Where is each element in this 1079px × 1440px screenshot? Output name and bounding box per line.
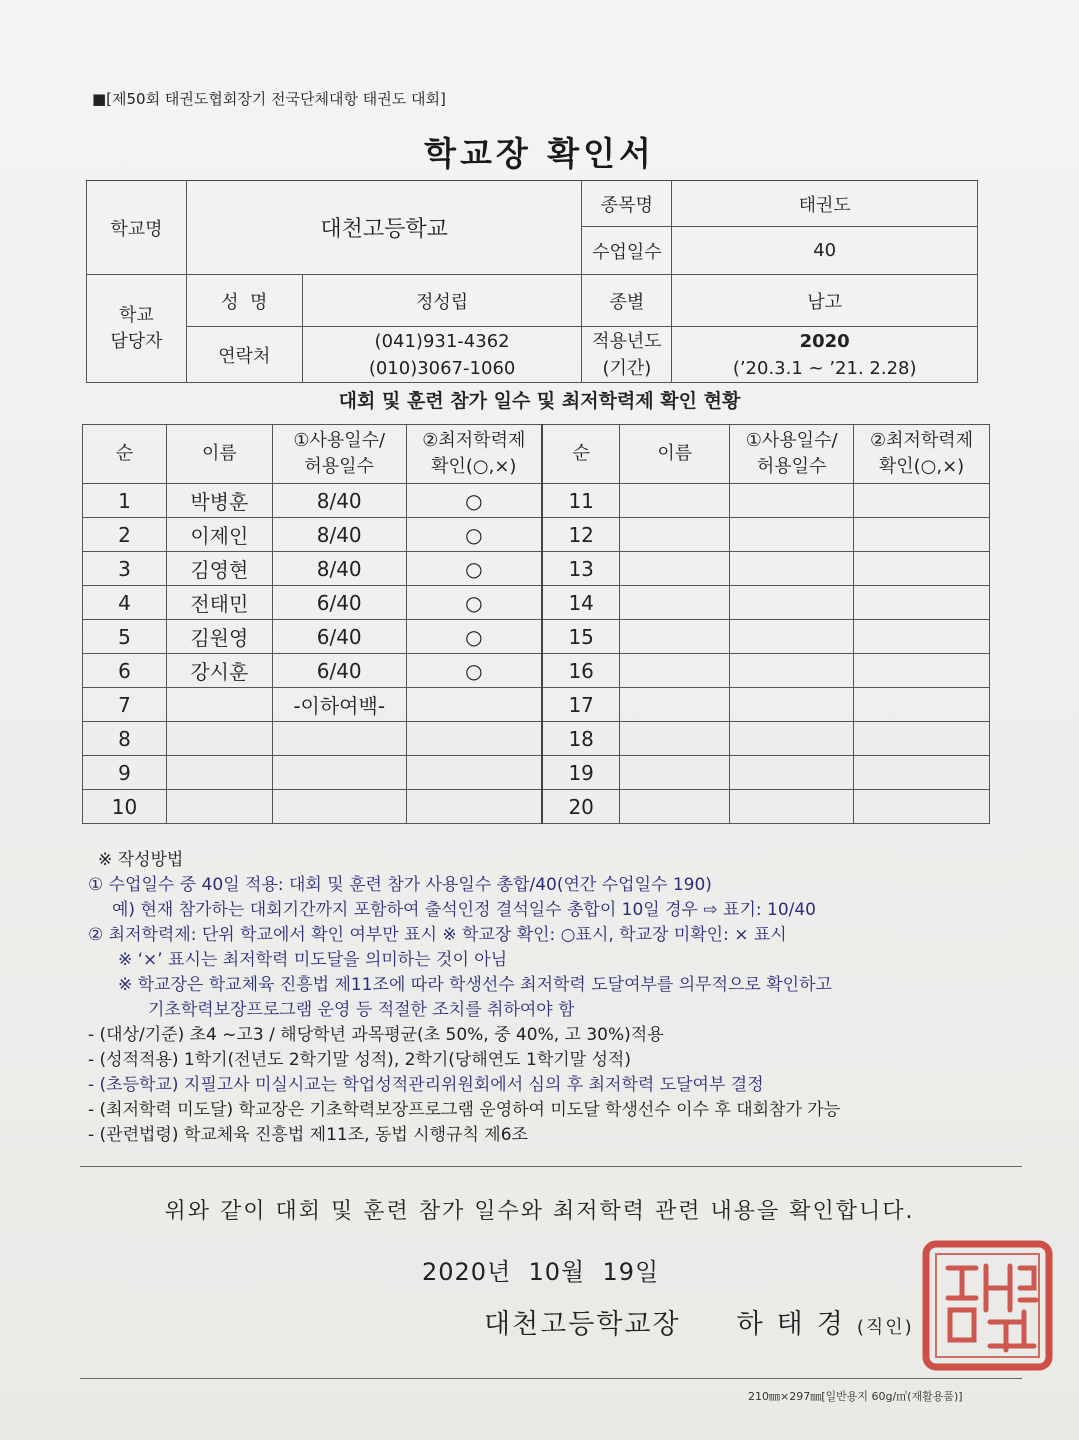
- roster-check: ○: [406, 654, 542, 688]
- year-label-line2: (기간): [602, 357, 652, 379]
- manager-label: [87, 275, 187, 383]
- roster-no-right: 12: [542, 518, 620, 552]
- roster-no: 5: [83, 620, 167, 654]
- header-name: 이름: [166, 425, 272, 484]
- roster-check-right: [854, 790, 990, 824]
- roster-check: ○: [406, 586, 542, 620]
- roster-no-right: 18: [542, 722, 620, 756]
- roster-check-right: [854, 586, 990, 620]
- roster-name: [166, 688, 272, 722]
- roster-days: 6/40: [272, 654, 406, 688]
- contact-label: 연락처: [186, 327, 302, 383]
- divider-bottom: [80, 1378, 1022, 1379]
- roster-days: 8/40: [272, 484, 406, 518]
- school-label: 학교명: [87, 181, 187, 275]
- year-label-line1: 적용년도: [592, 330, 662, 352]
- roster-check-right: [854, 620, 990, 654]
- roster-no-right: 11: [542, 484, 620, 518]
- event-header: ■[제50회 태권도협회장기 전국단체대항 태권도 대회]: [92, 90, 446, 108]
- school-info-table: [86, 180, 978, 383]
- roster-no-right: 13: [542, 552, 620, 586]
- roster-no: 9: [83, 756, 167, 790]
- roster-days-right: [730, 620, 854, 654]
- roster-section-title: 대회 및 훈련 참가 일수 및 최저학력제 확인 현황: [338, 390, 741, 412]
- signer-name: 하태경: [736, 1309, 857, 1340]
- header-min-line2: 확인(○,×): [431, 456, 517, 477]
- roster-days: 8/40: [272, 552, 406, 586]
- manager-label-line2: 담당자: [110, 330, 163, 352]
- roster-days-right: [730, 654, 854, 688]
- roster-name-right: [620, 586, 730, 620]
- roster-no: 3: [83, 552, 167, 586]
- roster-name: [166, 722, 272, 756]
- divider-top: [80, 1166, 1022, 1167]
- roster-check-right: [854, 518, 990, 552]
- header-days-right: [730, 425, 854, 484]
- roster-check-right: [854, 688, 990, 722]
- note-line-11: - (관련법령) 학교체육 진흥법 제11조, 동법 시행규칙 제6조: [88, 1125, 528, 1145]
- roster-row: [83, 654, 990, 688]
- header-no: 순: [83, 425, 167, 484]
- note-line-6: 기초학력보장프로그램 운영 등 적절한 조치를 취하여야 함: [148, 1000, 575, 1020]
- header-days-line2: 허용일수: [304, 456, 374, 477]
- roster-days: [272, 756, 406, 790]
- roster-no-right: 20: [542, 790, 620, 824]
- class-days-value: 40: [672, 227, 978, 275]
- roster-row: [83, 688, 990, 722]
- roster-name-right: [620, 756, 730, 790]
- roster-check: [406, 790, 542, 824]
- signer-title: 대천고등학교장: [484, 1309, 681, 1340]
- header-name-right: 이름: [620, 425, 730, 484]
- roster-check: ○: [406, 552, 542, 586]
- roster-check: ○: [406, 484, 542, 518]
- roster-days: 6/40: [272, 620, 406, 654]
- roster-row: [83, 518, 990, 552]
- roster-days-right: [730, 484, 854, 518]
- header-min-right-line2: 확인(○,×): [878, 456, 965, 477]
- roster-days-right: [730, 722, 854, 756]
- roster-name-right: [620, 790, 730, 824]
- contact-values: [302, 327, 582, 383]
- header-days-right-line1: ①사용일수/: [745, 430, 838, 451]
- roster-table: [82, 424, 990, 824]
- roster-no: 4: [83, 586, 167, 620]
- roster-name-right: [620, 518, 730, 552]
- roster-name-right: [620, 484, 730, 518]
- event-label: 종목명: [582, 181, 672, 227]
- roster-row: [83, 722, 990, 756]
- year-label: [582, 327, 672, 383]
- roster-no: 6: [83, 654, 167, 688]
- roster-days: [272, 790, 406, 824]
- roster-no-right: 15: [542, 620, 620, 654]
- roster-no: 8: [83, 722, 167, 756]
- roster-name: [166, 790, 272, 824]
- year-value: 2020: [799, 330, 850, 352]
- roster-check: [406, 722, 542, 756]
- event-value: 태권도: [672, 181, 978, 227]
- roster-no: 2: [83, 518, 167, 552]
- manager-label-line1: 학교: [119, 304, 154, 326]
- roster-name-right: [620, 654, 730, 688]
- roster-days: -이하여백-: [272, 688, 406, 722]
- header-no-right: 순: [542, 425, 620, 484]
- roster-days-right: [730, 790, 854, 824]
- header-min-line1: ②최저학력제: [422, 430, 526, 451]
- period-value: (’20.3.1 ~ ’21. 2.28): [732, 357, 917, 379]
- issue-date: 2020년 10월 19일: [422, 1258, 660, 1286]
- roster-days-right: [730, 756, 854, 790]
- contact-office: (041)931-4362: [374, 330, 510, 352]
- note-line-4: ※ ‘×’ 표시는 최저학력 미도달을 의미하는 것이 아님: [118, 950, 508, 970]
- roster-name: 강시훈: [166, 654, 272, 688]
- roster-row: [83, 552, 990, 586]
- roster-name-right: [620, 688, 730, 722]
- signer-line: [484, 1302, 914, 1341]
- roster-check-right: [854, 654, 990, 688]
- roster-check-right: [854, 756, 990, 790]
- note-line-1: ① 수업일수 중 40일 적용: 대회 및 훈련 참가 사용일수 총합/40(연간 수업일수 190): [88, 875, 712, 895]
- note-line-2: 예) 현재 참가하는 대회기간까지 포함하여 출석인정 결석일수 총합이 10일 경우 ⇨ 표기: 10/40: [112, 900, 816, 920]
- roster-check: [406, 756, 542, 790]
- roster-check: ○: [406, 620, 542, 654]
- roster-name: 박병훈: [166, 484, 272, 518]
- roster-no: 7: [83, 688, 167, 722]
- roster-row: [83, 484, 990, 518]
- name-value: 정성립: [302, 275, 582, 327]
- year-values: [672, 327, 978, 383]
- note-line-8: - (성적적용) 1학기(전년도 2학기말 성적), 2학기(당해연도 1학기말 성적): [88, 1050, 631, 1070]
- note-line-7: - (대상/기준) 초4 ~고3 / 해당학년 과목평균(초 50%, 중 40%, 고 30%)적용: [88, 1025, 664, 1045]
- confirmation-statement: 위와 같이 대회 및 훈련 참가 일수와 최저학력 관련 내용을 확인합니다.: [164, 1199, 915, 1224]
- header-min: [406, 425, 542, 484]
- roster-row: [83, 790, 990, 824]
- roster-no-right: 17: [542, 688, 620, 722]
- document-title: 학교장 확인서: [424, 134, 655, 173]
- note-line-9: - (초등학교) 지필고사 미실시교는 학업성적관리위원회에서 심의 후 최저학력 도달여부 결정: [88, 1075, 764, 1095]
- roster-check-right: [854, 722, 990, 756]
- school-name: 대천고등학교: [186, 181, 582, 275]
- note-line-10: - (최저학력 미도달) 학교장은 기초학력보장프로그램 운영하여 미도달 학생선수 이수 후 대회참가 가능: [88, 1100, 841, 1120]
- roster-no-right: 16: [542, 654, 620, 688]
- roster-no-right: 19: [542, 756, 620, 790]
- header-min-right: [854, 425, 990, 484]
- roster-check: ○: [406, 518, 542, 552]
- roster-name-right: [620, 620, 730, 654]
- class-days-label: 수업일수: [582, 227, 672, 275]
- name-label: 성 명: [186, 275, 302, 327]
- note-line-3: ② 최저학력제: 단위 학교에서 확인 여부만 표시 ※ 학교장 확인: ○표시, 학교장 미확인: × 표시: [88, 925, 787, 945]
- type-value: 남고: [672, 275, 978, 327]
- notes-heading: ※ 작성방법: [98, 850, 184, 870]
- writing-instructions: [88, 848, 1048, 1148]
- roster-no: 1: [83, 484, 167, 518]
- roster-no: 10: [83, 790, 167, 824]
- roster-days-right: [730, 552, 854, 586]
- roster-name: 김원영: [166, 620, 272, 654]
- roster-row: [83, 756, 990, 790]
- roster-days-right: [730, 518, 854, 552]
- roster-row: [83, 586, 990, 620]
- paper-spec: 210㎜×297㎜[일반용지 60g/㎡(재활용품)]: [748, 1390, 963, 1403]
- roster-name-right: [620, 722, 730, 756]
- roster-check-right: [854, 484, 990, 518]
- header-days: [272, 425, 406, 484]
- roster-row: [83, 620, 990, 654]
- roster-header-row: [83, 425, 990, 484]
- roster-name-right: [620, 552, 730, 586]
- roster-name: 김영현: [166, 552, 272, 586]
- roster-check-right: [854, 552, 990, 586]
- roster-days-right: [730, 586, 854, 620]
- roster-days: 6/40: [272, 586, 406, 620]
- roster-days: [272, 722, 406, 756]
- contact-mobile: (010)3067-1060: [368, 357, 516, 379]
- roster-no-right: 14: [542, 586, 620, 620]
- school-seal: [920, 1238, 1055, 1373]
- header-days-right-line2: 허용일수: [756, 456, 827, 477]
- roster-name: 전태민: [166, 586, 272, 620]
- header-min-right-line1: ②최저학력제: [870, 430, 974, 451]
- roster-name: 이제인: [166, 518, 272, 552]
- note-line-5: ※ 학교장은 학교체육 진흥법 제11조에 따라 학생선수 최저학력 도달여부를 의무적으로 확인하고: [118, 975, 832, 995]
- roster-days: 8/40: [272, 518, 406, 552]
- roster-days-right: [730, 688, 854, 722]
- roster-check: [406, 688, 542, 722]
- header-days-line1: ①사용일수/: [293, 430, 386, 451]
- type-label: 종별: [582, 275, 672, 327]
- signer-mark: (직인): [856, 1317, 914, 1338]
- roster-name: [166, 756, 272, 790]
